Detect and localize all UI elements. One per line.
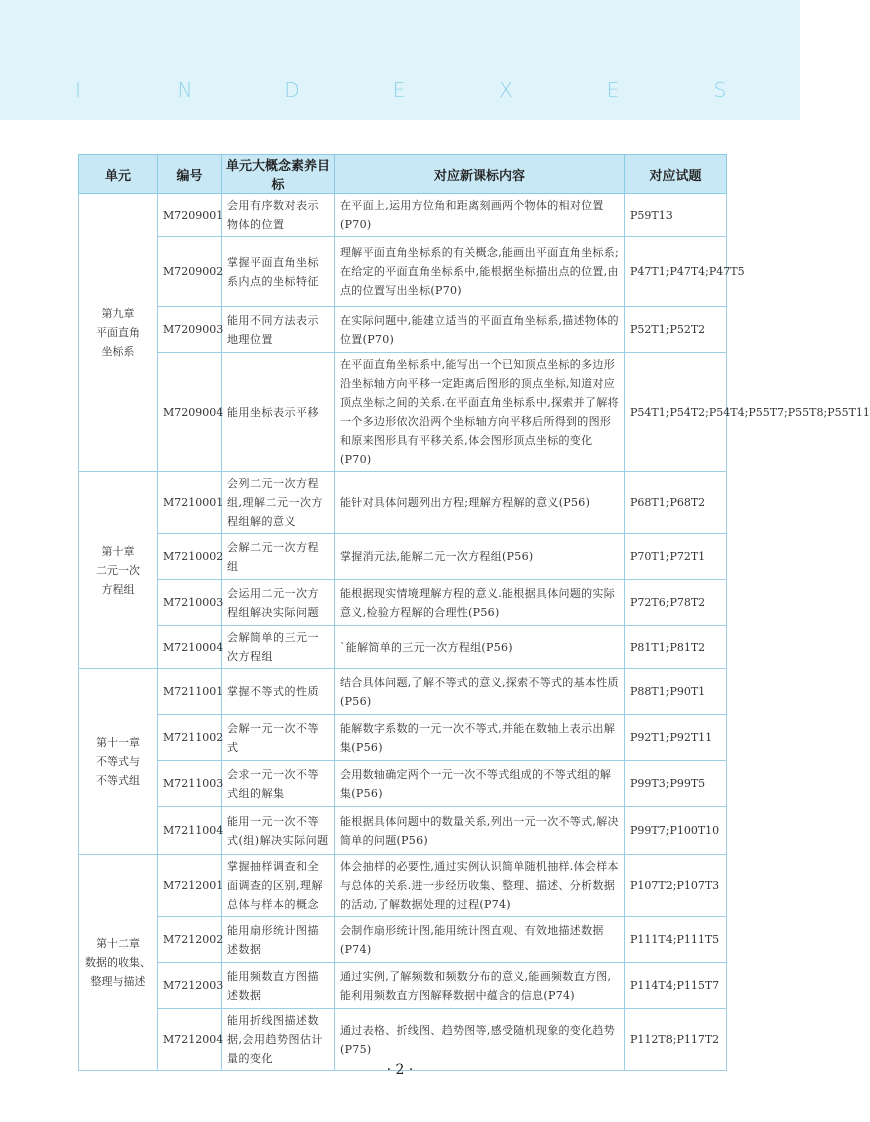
items-cell: P112T8;P117T2 [625, 1009, 727, 1071]
unit-line: 坐标系 [101, 345, 135, 358]
table-row [79, 237, 727, 307]
unit-line: 第十二章 [96, 937, 140, 950]
table-row [79, 194, 727, 237]
content-cell: `能解简单的三元一次方程组(P56) [335, 626, 625, 669]
code-cell: M7209003 [158, 307, 222, 353]
page-number: · 2 · [386, 1062, 414, 1078]
content-cell: 在平面上,运用方位角和距离刻画两个物体的相对位置(P70) [335, 194, 625, 237]
items-cell: P81T1;P81T2 [625, 626, 727, 669]
goal-cell: 会解一元一次不等式 [222, 715, 335, 761]
table-row [79, 353, 727, 472]
goal-cell: 会用有序数对表示物体的位置 [222, 194, 335, 237]
table-row [79, 580, 727, 626]
goal-cell: 能用不同方法表示地理位置 [222, 307, 335, 353]
content-cell: 能根据具体问题中的数量关系,列出一元一次不等式,解决简单的问题(P56) [335, 807, 625, 855]
content-cell: 能根据现实情境理解方程的意义.能根据具体问题的实际意义,检验方程解的合理性(P56) [335, 580, 625, 626]
header-items: 对应试题 [625, 155, 727, 194]
unit-line: 不等式组 [96, 774, 140, 787]
index-table [78, 154, 870, 1071]
table-row [79, 917, 727, 963]
content-cell: 能解数字系数的一元一次不等式,并能在数轴上表示出解集(P56) [335, 715, 625, 761]
banner-letter: I [75, 78, 81, 102]
goal-cell: 能用一元一次不等式(组)解决实际问题 [222, 807, 335, 855]
table-row [79, 807, 727, 855]
code-cell: M7211002 [158, 715, 222, 761]
code-cell: M7212002 [158, 917, 222, 963]
code-cell: M7210002 [158, 534, 222, 580]
items-cell: P111T4;P111T5 [625, 917, 727, 963]
header-code: 编号 [158, 155, 222, 194]
content-cell: 通过实例,了解频数和频数分布的意义,能画频数直方图,能利用频数直方图解释数据中蕴含的信息(P74) [335, 963, 625, 1009]
table-row [79, 963, 727, 1009]
table-header-row [79, 155, 727, 194]
content-cell: 体会抽样的必要性,通过实例认识简单随机抽样.体会样本与总体的关系.进一步经历收集、整理、描述、分析数据的活动,了解数据处理的过程(P74) [335, 855, 625, 917]
items-cell: P114T4;P115T7 [625, 963, 727, 1009]
goal-cell: 能用扇形统计图描述数据 [222, 917, 335, 963]
table-row [79, 472, 727, 534]
header-unit: 单元 [79, 155, 158, 194]
items-cell: P99T7;P100T10 [625, 807, 727, 855]
items-cell: P99T3;P99T5 [625, 761, 727, 807]
header-banner [0, 0, 800, 120]
content-cell: 通过表格、折线图、趋势图等,感受随机现象的变化趋势(P75) [335, 1009, 625, 1071]
code-cell: M7209002 [158, 237, 222, 307]
content-cell: 能针对具体问题列出方程;理解方程解的意义(P56) [335, 472, 625, 534]
goal-cell: 能用坐标表示平移 [222, 353, 335, 472]
items-cell: P68T1;P68T2 [625, 472, 727, 534]
goal-cell: 能用频数直方图描述数据 [222, 963, 335, 1009]
banner-letter: N [177, 78, 193, 102]
goal-cell: 掌握抽样调查和全面调查的区别,理解总体与样本的概念 [222, 855, 335, 917]
unit-line: 二元一次 [96, 563, 140, 577]
code-cell: M7209004 [158, 353, 222, 472]
content-cell: 会制作扇形统计图,能用统计图直观、有效地描述数据(P74) [335, 917, 625, 963]
header-content: 对应新课标内容 [335, 155, 625, 194]
code-cell: M7212001 [158, 855, 222, 917]
unit-line: 不等式与 [96, 755, 140, 768]
table-row [79, 855, 727, 917]
banner-letter: E [606, 78, 620, 102]
goal-cell: 能用折线图描述数据,会用趋势图估计量的变化 [222, 1009, 335, 1071]
goal-cell: 会求一元一次不等式组的解集 [222, 761, 335, 807]
items-cell: P70T1;P72T1 [625, 534, 727, 580]
content-cell: 结合具体问题,了解不等式的意义,探索不等式的基本性质(P56) [335, 669, 625, 715]
content-cell: 在实际问题中,能建立适当的平面直角坐标系,描述物体的位置(P70) [335, 307, 625, 353]
banner-letter: S [713, 78, 727, 102]
unit-line: 数据的收集、 [85, 956, 151, 969]
items-cell: P52T1;P52T2 [625, 307, 727, 353]
unit-line: 方程组 [101, 582, 135, 596]
code-cell: M7210001 [158, 472, 222, 534]
code-cell: M7211001 [158, 669, 222, 715]
goal-cell: 会运用二元一次方程组解决实际问题 [222, 580, 335, 626]
unit-line: 第九章 [101, 307, 135, 320]
goal-cell: 掌握不等式的性质 [222, 669, 335, 715]
code-cell: M7210004 [158, 626, 222, 669]
items-cell: P107T2;P107T3 [625, 855, 727, 917]
code-cell: M7209001 [158, 194, 222, 237]
unit-line: 平面直角 [96, 326, 140, 339]
unit-cell [79, 669, 158, 855]
banner-letter: X [499, 78, 513, 102]
banner-letter: D [284, 78, 300, 102]
items-cell: P47T1;P47T4;P47T5 [625, 237, 727, 307]
unit-cell [79, 472, 158, 669]
unit-cell [79, 855, 158, 1071]
unit-line: 第十一章 [96, 736, 140, 749]
code-cell: M7211003 [158, 761, 222, 807]
code-cell: M7212004 [158, 1009, 222, 1071]
header-goal: 单元大概念素养目标 [222, 155, 335, 194]
table-row [79, 307, 727, 353]
table-row [79, 534, 727, 580]
table-row [79, 715, 727, 761]
goal-cell: 掌握平面直角坐标系内点的坐标特征 [222, 237, 335, 307]
code-cell: M7212003 [158, 963, 222, 1009]
unit-line: 第十章 [101, 544, 135, 558]
content-cell: 掌握消元法,能解二元一次方程组(P56) [335, 534, 625, 580]
banner-title [0, 78, 800, 102]
content-cell: 理解平面直角坐标系的有关概念,能画出平面直角坐标系;在给定的平面直角坐标系中,能根据坐标描出点的位置,由点的位置写出坐标(P70) [335, 237, 625, 307]
banner-letter: E [392, 78, 406, 102]
items-cell: P88T1;P90T1 [625, 669, 727, 715]
table-row [79, 761, 727, 807]
items-cell: P72T6;P78T2 [625, 580, 727, 626]
items-cell: P59T13 [625, 194, 727, 237]
goal-cell: 会解二元一次方程组 [222, 534, 335, 580]
code-cell: M7210003 [158, 580, 222, 626]
goal-cell: 会列二元一次方程组,理解二元一次方程组解的意义 [222, 472, 335, 534]
goal-cell: 会解简单的三元一次方程组 [222, 626, 335, 669]
content-cell: 在平面直角坐标系中,能写出一个已知顶点坐标的多边形沿坐标轴方向平移一定距离后图形的顶点坐标,知道对应顶点坐标之间的关系.在平面直角坐标系中,探索并了解将一个多边形依次沿两个坐标轴方向平移后所得到的图形和原来图形具有平移关系,体会图形顶点坐标的变化(P70) [335, 353, 625, 472]
unit-cell [79, 194, 158, 472]
items-cell: P54T1;P54T2;P54T4;P55T7;P55T8;P55T11 [625, 353, 727, 472]
table-row [79, 626, 727, 669]
code-cell: M7211004 [158, 807, 222, 855]
unit-line: 整理与描述 [90, 975, 146, 988]
table-row [79, 669, 727, 715]
content-cell: 会用数轴确定两个一元一次不等式组成的不等式组的解集(P56) [335, 761, 625, 807]
items-cell: P92T1;P92T11 [625, 715, 727, 761]
